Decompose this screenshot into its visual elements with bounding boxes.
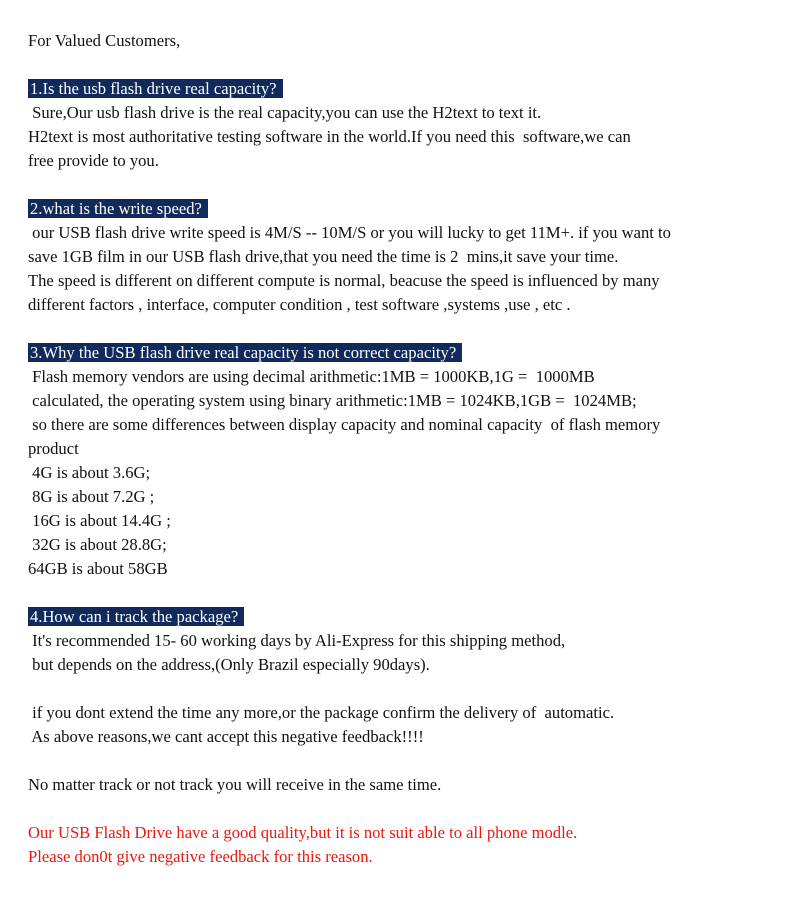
warning-line: Our USB Flash Drive have a good quality,but it is not suit able to all phone modle.: [28, 823, 578, 842]
greeting: For Valued Customers,: [28, 31, 181, 50]
capacity-item: 4G is about 3.6G;: [28, 463, 151, 482]
paragraph-line: if you dont extend the time any more,or the package confirm the delivery of automatic.: [28, 703, 615, 722]
paragraph-line: As above reasons,we cant accept this negative feedback!!!!: [28, 727, 424, 746]
section-heading: [28, 197, 208, 221]
section-heading: [28, 605, 244, 629]
paragraph-line: free provide to you.: [28, 151, 159, 170]
warning-line: Please don0t give negative feedback for this reason.: [28, 847, 373, 866]
paragraph-line: The speed is different on different compute is normal, beacuse the speed is influenced by many: [28, 271, 660, 290]
paragraph-line: calculated, the operating system using binary arithmetic:1MB = 1024KB,1GB = 1024MB;: [28, 391, 637, 410]
heading-write-speed: 2.what is the write speed?: [28, 199, 208, 218]
paragraph-line: H2text is most authoritative testing software in the world.If you need this software,we can: [28, 127, 631, 146]
paragraph-line: Flash memory vendors are using decimal arithmetic:1MB = 1000KB,1G = 1000MB: [28, 367, 595, 386]
heading-tracking: 4.How can i track the package?: [28, 607, 244, 626]
heading-capacity: 1.Is the usb flash drive real capacity?: [28, 79, 283, 98]
paragraph-line: It's recommended 15- 60 working days by Ali-Express for this shipping method,: [28, 631, 566, 650]
section-heading: [28, 341, 462, 365]
paragraph-line: save 1GB film in our USB flash drive,that you need the time is 2 mins,it save your time.: [28, 247, 619, 266]
paragraph-line: so there are some differences between display capacity and nominal capacity of flash memory: [28, 415, 661, 434]
capacity-item: 64GB is about 58GB: [28, 559, 168, 578]
heading-real-capacity: 3.Why the USB flash drive real capacity is not correct capacity?: [28, 343, 462, 362]
closing-line: No matter track or not track you will receive in the same time.: [28, 775, 442, 794]
capacity-item: 32G is about 28.8G;: [28, 535, 167, 554]
capacity-item: 8G is about 7.2G ;: [28, 487, 155, 506]
section-heading: [28, 77, 283, 101]
paragraph-line: our USB flash drive write speed is 4M/S -- 10M/S or you will lucky to get 11M+. if you want to: [28, 223, 671, 242]
paragraph-line: Sure,Our usb flash drive is the real capacity,you can use the H2text to text it.: [28, 103, 542, 122]
paragraph-line: product: [28, 439, 79, 458]
paragraph-line: but depends on the address,(Only Brazil especially 90days).: [28, 655, 430, 674]
capacity-item: 16G is about 14.4G ;: [28, 511, 171, 530]
paragraph-line: different factors , interface, computer condition , test software ,systems ,use , etc .: [28, 295, 571, 314]
